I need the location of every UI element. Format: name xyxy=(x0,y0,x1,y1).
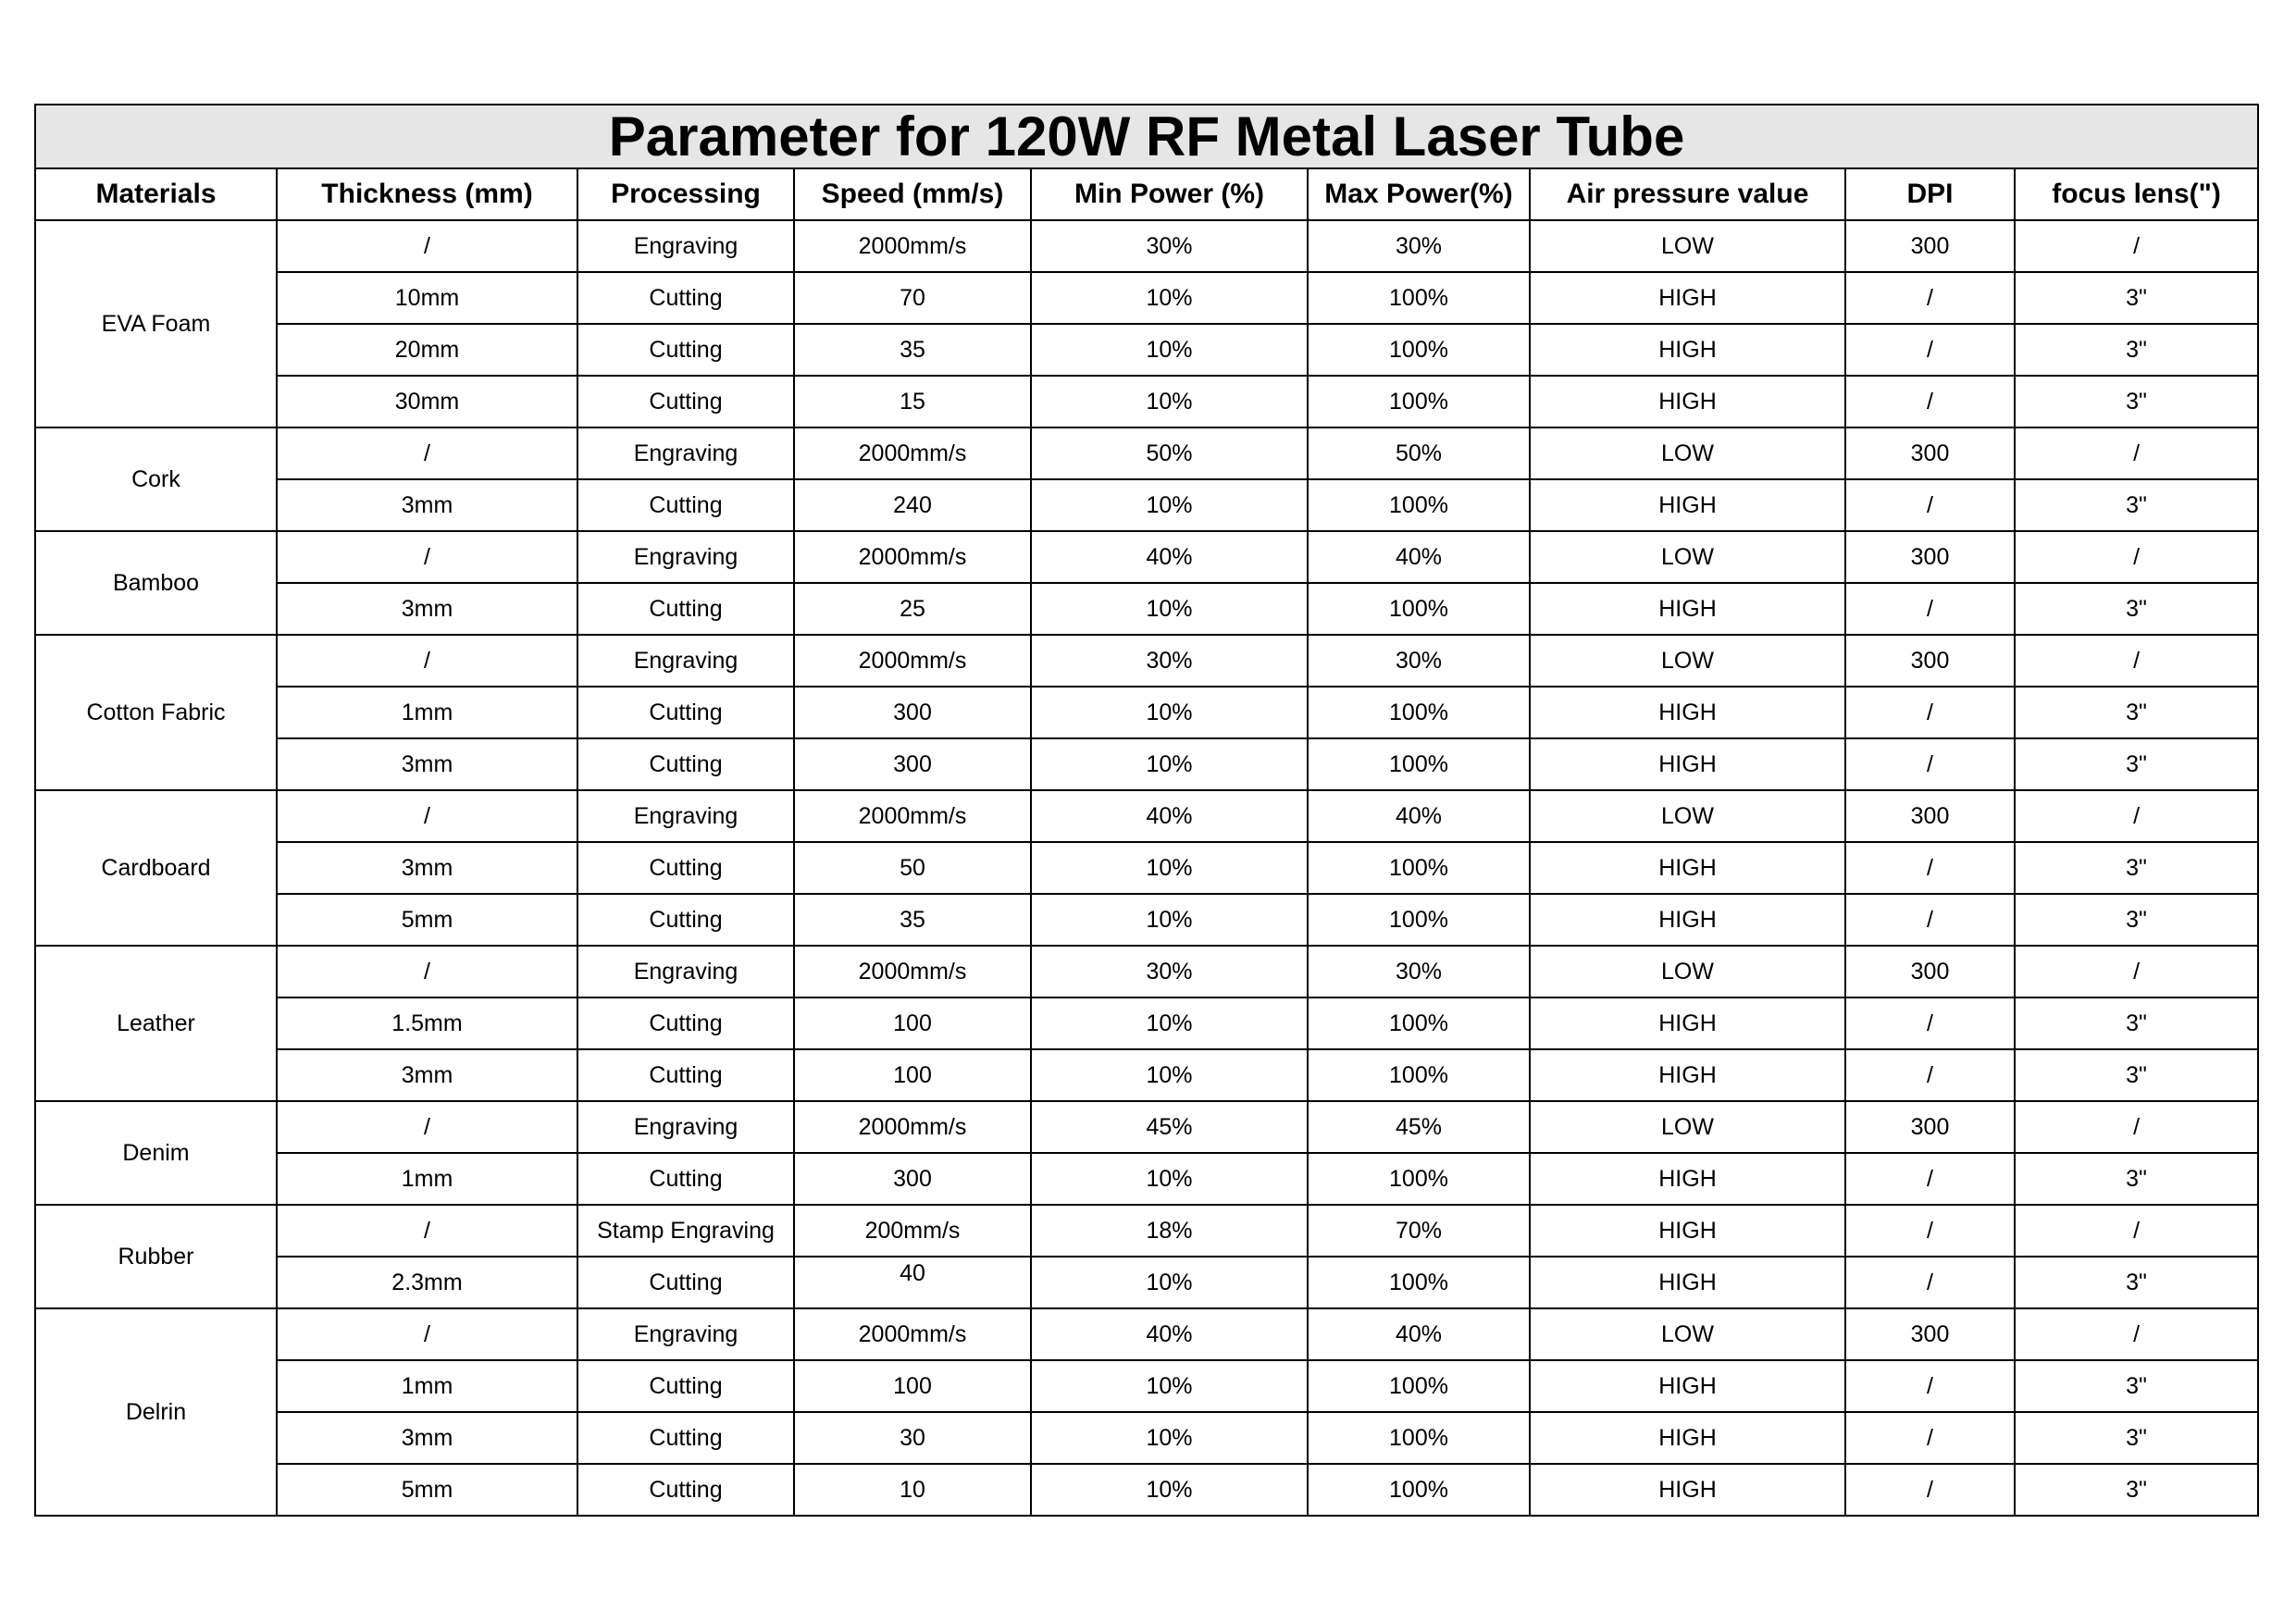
table-cell: / xyxy=(277,1101,577,1153)
table-cell: LOW xyxy=(1530,635,1845,687)
table-cell: 3" xyxy=(2015,1412,2258,1464)
table-cell: 30mm xyxy=(277,376,577,427)
table-cell: Engraving xyxy=(577,635,794,687)
table-cell: LOW xyxy=(1530,427,1845,479)
table-cell: 100% xyxy=(1308,324,1530,376)
table-cell: 10% xyxy=(1031,1153,1308,1205)
table-cell: / xyxy=(277,946,577,997)
table-cell: HIGH xyxy=(1530,1257,1845,1308)
table-cell: / xyxy=(1845,1153,2015,1205)
table-cell: 3" xyxy=(2015,997,2258,1049)
table-cell: 100% xyxy=(1308,997,1530,1049)
table-row xyxy=(35,738,2258,790)
table-cell: / xyxy=(1845,376,2015,427)
column-header: Thickness (mm) xyxy=(277,168,577,220)
table-cell: 100% xyxy=(1308,842,1530,894)
table-cell: HIGH xyxy=(1530,687,1845,738)
table-cell: 3mm xyxy=(277,1049,577,1101)
table-cell: 100% xyxy=(1308,272,1530,324)
table-cell: / xyxy=(1845,738,2015,790)
table-cell: 1mm xyxy=(277,687,577,738)
table-cell: HIGH xyxy=(1530,583,1845,635)
table-cell: 15 xyxy=(794,376,1031,427)
material-cell: Bamboo xyxy=(35,531,277,635)
table-cell: 10% xyxy=(1031,324,1308,376)
table-cell: Cutting xyxy=(577,894,794,946)
table-cell: Cutting xyxy=(577,479,794,531)
table-cell: 100 xyxy=(794,997,1031,1049)
table-cell: HIGH xyxy=(1530,1153,1845,1205)
table-cell: 100% xyxy=(1308,738,1530,790)
table-cell: 30% xyxy=(1031,946,1308,997)
table-cell: 30% xyxy=(1308,946,1530,997)
table-cell: 100% xyxy=(1308,1464,1530,1516)
table-row xyxy=(35,635,2258,687)
table-row xyxy=(35,997,2258,1049)
table-cell: / xyxy=(2015,1308,2258,1360)
material-cell: Leather xyxy=(35,946,277,1101)
table-cell: 10% xyxy=(1031,376,1308,427)
table-cell: 100% xyxy=(1308,1412,1530,1464)
table-cell: 10 xyxy=(794,1464,1031,1516)
table-cell: 40% xyxy=(1031,531,1308,583)
table-cell: 30 xyxy=(794,1412,1031,1464)
column-header: DPI xyxy=(1845,168,2015,220)
table-cell: 300 xyxy=(794,738,1031,790)
table-cell: / xyxy=(1845,1205,2015,1257)
table-cell: Engraving xyxy=(577,531,794,583)
table-cell: HIGH xyxy=(1530,842,1845,894)
table-cell: HIGH xyxy=(1530,1360,1845,1412)
table-cell: Cutting xyxy=(577,687,794,738)
table-cell: / xyxy=(1845,997,2015,1049)
table-cell: 10% xyxy=(1031,738,1308,790)
table-cell: / xyxy=(2015,427,2258,479)
table-cell: Engraving xyxy=(577,790,794,842)
table-cell: 50 xyxy=(794,842,1031,894)
table-cell: LOW xyxy=(1530,946,1845,997)
table-cell: Cutting xyxy=(577,1464,794,1516)
table-cell: / xyxy=(1845,1464,2015,1516)
table-row xyxy=(35,1101,2258,1153)
table-cell: / xyxy=(2015,946,2258,997)
column-header: Speed (mm/s) xyxy=(794,168,1031,220)
table-cell: 3" xyxy=(2015,324,2258,376)
table-cell: 300 xyxy=(1845,531,2015,583)
table-cell: 2000mm/s xyxy=(794,946,1031,997)
table-cell: 10% xyxy=(1031,1412,1308,1464)
table-cell: 3" xyxy=(2015,687,2258,738)
material-cell: Cotton Fabric xyxy=(35,635,277,790)
table-cell: Engraving xyxy=(577,1308,794,1360)
column-header: Processing xyxy=(577,168,794,220)
table-cell: 10% xyxy=(1031,1360,1308,1412)
table-cell: Cutting xyxy=(577,1412,794,1464)
table-cell: LOW xyxy=(1530,220,1845,272)
table-cell: 2000mm/s xyxy=(794,220,1031,272)
table-cell: 2000mm/s xyxy=(794,1101,1031,1153)
table-cell: LOW xyxy=(1530,1101,1845,1153)
table-row xyxy=(35,790,2258,842)
table-cell: 3" xyxy=(2015,1153,2258,1205)
table-row xyxy=(35,1257,2258,1308)
table-cell: 40% xyxy=(1308,1308,1530,1360)
table-cell: Cutting xyxy=(577,376,794,427)
table-cell: 100% xyxy=(1308,894,1530,946)
table-cell: 3" xyxy=(2015,894,2258,946)
table-cell: 100% xyxy=(1308,687,1530,738)
table-cell: 10% xyxy=(1031,479,1308,531)
table-cell: / xyxy=(277,790,577,842)
table-cell: Engraving xyxy=(577,1101,794,1153)
table-cell: 300 xyxy=(1845,946,2015,997)
table-cell: HIGH xyxy=(1530,376,1845,427)
table-cell: Engraving xyxy=(577,220,794,272)
table-cell: 300 xyxy=(794,687,1031,738)
material-cell: EVA Foam xyxy=(35,220,277,427)
table-cell: 10% xyxy=(1031,1464,1308,1516)
table-cell: 70 xyxy=(794,272,1031,324)
table-cell: 300 xyxy=(794,1153,1031,1205)
table-cell: 70% xyxy=(1308,1205,1530,1257)
table-row xyxy=(35,1464,2258,1516)
column-header: Min Power (%) xyxy=(1031,168,1308,220)
table-row xyxy=(35,842,2258,894)
table-row xyxy=(35,894,2258,946)
table-cell: / xyxy=(1845,583,2015,635)
table-cell: 3mm xyxy=(277,842,577,894)
table-cell: / xyxy=(2015,1205,2258,1257)
table-cell: / xyxy=(1845,1257,2015,1308)
table-cell: HIGH xyxy=(1530,479,1845,531)
table-cell: 10% xyxy=(1031,1257,1308,1308)
table-cell: 100% xyxy=(1308,376,1530,427)
table-cell: 300 xyxy=(1845,790,2015,842)
table-cell: 100% xyxy=(1308,583,1530,635)
table-cell: 3" xyxy=(2015,1360,2258,1412)
material-cell: Denim xyxy=(35,1101,277,1205)
table-cell: / xyxy=(277,531,577,583)
table-cell: 35 xyxy=(794,894,1031,946)
table-cell: Engraving xyxy=(577,946,794,997)
material-cell: Cardboard xyxy=(35,790,277,946)
table-cell: HIGH xyxy=(1530,894,1845,946)
table-cell: 10% xyxy=(1031,997,1308,1049)
table-cell: 1.5mm xyxy=(277,997,577,1049)
table-cell xyxy=(794,1257,1031,1308)
table-cell: 30% xyxy=(1308,635,1530,687)
table-cell: 40% xyxy=(1031,790,1308,842)
table-cell: Cutting xyxy=(577,1049,794,1101)
table-cell: 100% xyxy=(1308,1360,1530,1412)
table-cell: / xyxy=(1845,842,2015,894)
table-cell: Cutting xyxy=(577,997,794,1049)
table-cell: 3" xyxy=(2015,376,2258,427)
table-row xyxy=(35,1308,2258,1360)
table-cell: 3" xyxy=(2015,1464,2258,1516)
table-row xyxy=(35,531,2258,583)
table-cell: 10% xyxy=(1031,1049,1308,1101)
table-cell: Cutting xyxy=(577,583,794,635)
table-cell: 40% xyxy=(1308,790,1530,842)
table-cell: 5mm xyxy=(277,1464,577,1516)
table-cell: 3" xyxy=(2015,583,2258,635)
table-cell: 30% xyxy=(1031,220,1308,272)
table-cell: 2000mm/s xyxy=(794,531,1031,583)
table-cell: HIGH xyxy=(1530,1412,1845,1464)
table-row xyxy=(35,1049,2258,1101)
table-cell: Cutting xyxy=(577,738,794,790)
table-cell: Cutting xyxy=(577,1257,794,1308)
table-cell: 3mm xyxy=(277,738,577,790)
table-cell: HIGH xyxy=(1530,324,1845,376)
table-cell: LOW xyxy=(1530,790,1845,842)
table-row xyxy=(35,1153,2258,1205)
table-cell: 300 xyxy=(1845,427,2015,479)
table-cell: 2000mm/s xyxy=(794,790,1031,842)
table-cell: 1mm xyxy=(277,1153,577,1205)
material-cell: Cork xyxy=(35,427,277,531)
table-cell: 100% xyxy=(1308,479,1530,531)
parameter-table xyxy=(34,104,2259,1517)
column-header: focus lens(") xyxy=(2015,168,2258,220)
table-row xyxy=(35,1360,2258,1412)
table-cell: LOW xyxy=(1530,1308,1845,1360)
table-cell: 10mm xyxy=(277,272,577,324)
table-cell: 30% xyxy=(1031,635,1308,687)
table-cell: Cutting xyxy=(577,324,794,376)
table-cell: 300 xyxy=(1845,1308,2015,1360)
column-header: Materials xyxy=(35,168,277,220)
table-cell: Cutting xyxy=(577,842,794,894)
title-row xyxy=(35,105,2258,168)
table-cell: Cutting xyxy=(577,1153,794,1205)
table-row xyxy=(35,1205,2258,1257)
table-cell: 3" xyxy=(2015,479,2258,531)
table-cell: / xyxy=(2015,531,2258,583)
table-row xyxy=(35,427,2258,479)
table-cell: / xyxy=(1845,687,2015,738)
table-cell: 100 xyxy=(794,1360,1031,1412)
table-title: Parameter for 120W RF Metal Laser Tube xyxy=(35,105,2258,168)
table-cell: / xyxy=(277,1308,577,1360)
table-cell: / xyxy=(1845,1360,2015,1412)
column-header: Air pressure value xyxy=(1530,168,1845,220)
table-cell: 1mm xyxy=(277,1360,577,1412)
table-row xyxy=(35,583,2258,635)
table-cell: / xyxy=(2015,220,2258,272)
table-cell: 10% xyxy=(1031,894,1308,946)
table-cell: 3mm xyxy=(277,1412,577,1464)
material-cell: Delrin xyxy=(35,1308,277,1516)
table-cell: 40% xyxy=(1308,531,1530,583)
table-cell: 300 xyxy=(1845,1101,2015,1153)
table-cell: 240 xyxy=(794,479,1031,531)
table-cell: Cutting xyxy=(577,272,794,324)
table-cell: 3mm xyxy=(277,479,577,531)
table-cell: 45% xyxy=(1308,1101,1530,1153)
table-cell: / xyxy=(1845,1049,2015,1101)
table-cell: 100 xyxy=(794,1049,1031,1101)
table-cell: HIGH xyxy=(1530,1205,1845,1257)
table-cell: / xyxy=(1845,894,2015,946)
table-body xyxy=(35,220,2258,1516)
table-cell: / xyxy=(277,1205,577,1257)
table-cell: Stamp Engraving xyxy=(577,1205,794,1257)
table-cell: 50% xyxy=(1308,427,1530,479)
table-row xyxy=(35,479,2258,531)
table-cell: 200mm/s xyxy=(794,1205,1031,1257)
table-cell: 300 xyxy=(1845,220,2015,272)
table-row xyxy=(35,687,2258,738)
table-cell: 35 xyxy=(794,324,1031,376)
table-cell: HIGH xyxy=(1530,738,1845,790)
table-cell: 2.3mm xyxy=(277,1257,577,1308)
table-row xyxy=(35,1412,2258,1464)
table-cell: 18% xyxy=(1031,1205,1308,1257)
table-cell: 3" xyxy=(2015,738,2258,790)
table-cell: / xyxy=(277,427,577,479)
table-cell: HIGH xyxy=(1530,1464,1845,1516)
table-cell: 3" xyxy=(2015,1257,2258,1308)
column-header-row xyxy=(35,168,2258,220)
table-cell: / xyxy=(1845,1412,2015,1464)
table-cell: 10% xyxy=(1031,272,1308,324)
table-row xyxy=(35,220,2258,272)
table-cell: 2000mm/s xyxy=(794,427,1031,479)
table-cell: / xyxy=(1845,324,2015,376)
material-cell: Rubber xyxy=(35,1205,277,1308)
table-cell: HIGH xyxy=(1530,272,1845,324)
table-cell: HIGH xyxy=(1530,997,1845,1049)
table-row xyxy=(35,376,2258,427)
table-cell: 20mm xyxy=(277,324,577,376)
table-cell: 10% xyxy=(1031,583,1308,635)
table-cell: 100% xyxy=(1308,1153,1530,1205)
table-cell: / xyxy=(1845,272,2015,324)
table-cell: / xyxy=(277,635,577,687)
table-cell: HIGH xyxy=(1530,1049,1845,1101)
table-cell: 10% xyxy=(1031,687,1308,738)
table-cell: LOW xyxy=(1530,531,1845,583)
table-cell: 40% xyxy=(1031,1308,1308,1360)
table-cell: / xyxy=(2015,790,2258,842)
table-cell: 3" xyxy=(2015,272,2258,324)
table-cell: Cutting xyxy=(577,1360,794,1412)
table-cell: 100% xyxy=(1308,1257,1530,1308)
table-cell: 25 xyxy=(794,583,1031,635)
table-cell: / xyxy=(2015,635,2258,687)
table-cell: 50% xyxy=(1031,427,1308,479)
table-cell: 3mm xyxy=(277,583,577,635)
table-row xyxy=(35,324,2258,376)
table-cell: / xyxy=(2015,1101,2258,1153)
table-cell: 300 xyxy=(1845,635,2015,687)
table-cell: 2000mm/s xyxy=(794,635,1031,687)
table-cell: / xyxy=(1845,479,2015,531)
table-cell: 2000mm/s xyxy=(794,1308,1031,1360)
table-cell: 3" xyxy=(2015,1049,2258,1101)
table-cell: 10% xyxy=(1031,842,1308,894)
cell-value: 40 xyxy=(900,1259,925,1286)
table-cell: 30% xyxy=(1308,220,1530,272)
table-cell: / xyxy=(277,220,577,272)
table-cell: Engraving xyxy=(577,427,794,479)
table-cell: 100% xyxy=(1308,1049,1530,1101)
table-cell: 5mm xyxy=(277,894,577,946)
table-cell: 3" xyxy=(2015,842,2258,894)
column-header: Max Power(%) xyxy=(1308,168,1530,220)
table-cell: 45% xyxy=(1031,1101,1308,1153)
table-row xyxy=(35,946,2258,997)
table-row xyxy=(35,272,2258,324)
